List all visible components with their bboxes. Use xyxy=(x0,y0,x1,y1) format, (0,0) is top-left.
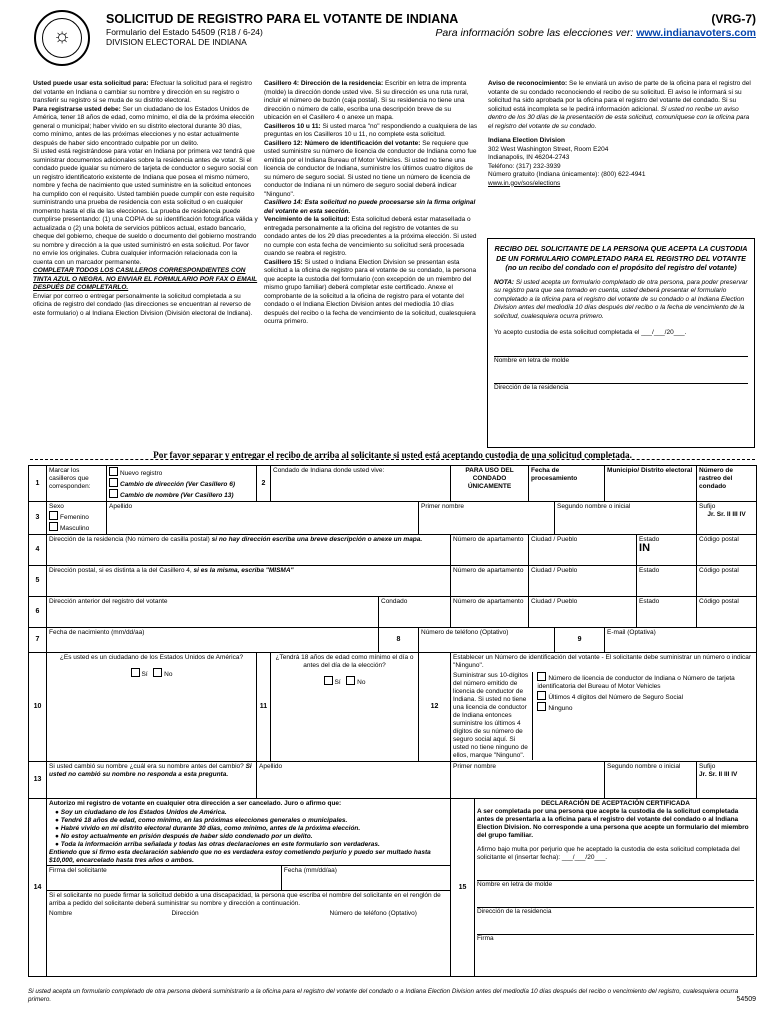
acceptor-address-line[interactable] xyxy=(477,895,754,908)
form-title: SOLICITUD DE REGISTRO PARA EL VOTANTE DE INDIANA xyxy=(106,12,459,26)
zip-field[interactable]: Código postal xyxy=(697,535,757,566)
registration-type-options xyxy=(107,466,257,502)
male-label: Masculino xyxy=(60,525,90,532)
c1-p1: Efectuar la solicitud para el registro del votante en Indiana o cambiar su nombre y dirección en su registro o transferir su registro si se muda de su distrito electoral. xyxy=(33,80,252,104)
email-field[interactable]: E-mail (Optativa) xyxy=(605,628,757,653)
mailing-zip-field[interactable]: Código postal xyxy=(697,566,757,597)
previous-name-question xyxy=(47,762,257,799)
tracking-number-field: Número de rastreo del condado xyxy=(697,466,757,502)
box-12-number: 12 xyxy=(419,653,451,762)
residence-label: Dirección de la residencia (No número de casilla postal) xyxy=(49,536,210,543)
form-line: Formulario del Estado 54509 (R18 / 6-24) xyxy=(106,27,263,37)
perjury-warning: Entiendo que si firmo esta declaración sabiendo que no es verdadera estoy cometiendo perjurio y puedo ser multado hasta $10,000, encarcelado hasta tres años o ambos. xyxy=(49,849,431,864)
name-change-checkbox[interactable] xyxy=(109,489,118,498)
oath-bullet-1: ● Soy un ciudadano de los Estados Unidos de América. xyxy=(55,809,227,816)
box-1-number: 1 xyxy=(29,466,47,502)
prev-suffix-field[interactable] xyxy=(697,762,757,799)
form-number: 54509 xyxy=(736,996,756,1003)
oath-bullet-5: ● Toda la información arriba señalada y todas las otras declaraciones en este formulario son verdaderas. xyxy=(55,841,380,848)
residence-note: si no hay dirección escriba una breve descripción o anexe un mapa. xyxy=(211,536,423,543)
instructions-column-1 xyxy=(33,80,258,318)
prev-name-note: Si usted no cambió su nombre no responda a esta pregunta. xyxy=(49,763,252,778)
receipt-note: Si usted acepta un formulario completado de otra persona, para poder preservar su registro para que sea tomado en cuenta, usted deberá presentar el formulario completado a la oficina para el registro del votante de su condado o al Indiana Election Division antes del mediodía 10 días después del recibo o la fecha de vencimiento de la solicitud, cualesquiera ocurra primero. xyxy=(494,278,748,320)
ied-line-3: Teléfono: (317) 232-3939 xyxy=(488,162,561,170)
sex-label: Sexo xyxy=(49,503,64,510)
prev-name-q: Si usted cambió su nombre ¿cuál era su nombre antes del cambio? xyxy=(49,763,244,770)
city-field[interactable]: Ciudad / Pueblo xyxy=(529,535,637,566)
citizen-question-text: ¿Es usted es un ciudadano de los Estados Unidos de América? xyxy=(59,654,244,661)
prev-last-name-field[interactable]: Apellido xyxy=(257,762,451,799)
oath-bullet-3: ● Habré vivido en mi distrito electoral durante 30 días, como mínimo, antes de la próxima elección. xyxy=(55,825,361,832)
c3-p1: Se le enviará un aviso de parte de la oficina para el registro del votante de su condado reconociendo el recibo de su solicitud. El aviso le informará si su solicitud ha sido aprobada por la oficina para el registro del votante del condado. Si su solicitud está incompleta se le pedirá información adicional. xyxy=(488,80,751,113)
box-7-number: 7 xyxy=(29,628,47,653)
female-label: Femenino xyxy=(60,514,89,521)
receipt-box xyxy=(487,238,755,448)
opt-address: Cambio de dirección (Ver Casillero 6) xyxy=(120,481,235,488)
ied-link[interactable]: www.in.gov/sos/elections xyxy=(488,179,561,187)
female-checkbox[interactable] xyxy=(49,511,58,520)
oath-auth: Autorizo mi registro de votante en cualquier otra dirección a ser cancelado. Juro o afirmo que: xyxy=(49,800,342,807)
c2-p4: Casillero 14: Esta solicitud no puede procesarse sin la firma original del votante en esta sección. xyxy=(264,199,476,215)
receipt-note-label: NOTA: xyxy=(494,278,515,286)
oath-section xyxy=(47,799,451,977)
box-14-number: 14 xyxy=(29,799,47,977)
none-checkbox[interactable] xyxy=(537,702,546,711)
citizen-yes: Sí xyxy=(141,671,148,678)
c1-p1-heading: Usted puede usar esta solicitud para: xyxy=(33,80,149,87)
assistant-address-field[interactable]: Dirección xyxy=(171,910,199,917)
c1-p3: Si usted está registrándose para votar en Indiana por primera vez tendrá que suministrar documentos adicionales sobre la residencia antes de votar. Si el condado puede igualar su número de tarjeta de conductor o seguro social con un registro identificatorio existente de Indiana que posea el mismo número, nombre y fecha de nacimiento que usted suministre en la solicitud entonces ha cumplido con el requisito. Usted también puede cumplir con este requisito suministrando una prueba de residencia con esta solicitud o en cualquier momento hasta el día de las elecciones. La prueba de residencia puede cumplirse presentando: (1) una COPIA de su identificación fotográfica válida y actualizada o (2) una boleta de servicios públicos actual, estado bancario, cheque del gobierno, cheque de sueldo o documento del gobierno mostrando su nombre y dirección a la que usted suministró en esta solicitud. Por favor no envíe los originales. Cubra cualquier información relacionada con la cuenta con un marcador permanente. xyxy=(33,148,258,266)
prev-suffix-options: Jr. Sr. II III IV xyxy=(699,771,738,778)
cut-line xyxy=(30,459,755,460)
c2-p5-heading: Vencimiento de la solicitud: xyxy=(264,216,350,223)
previous-address-field[interactable]: Dirección anterior del registro del votante xyxy=(47,597,379,628)
mailing-city-field[interactable]: Ciudad / Pueblo xyxy=(529,566,637,597)
info-link[interactable]: www.indianavoters.com xyxy=(636,27,756,39)
prev-middle-name-field[interactable]: Segundo nombre o inicial xyxy=(605,762,697,799)
signature-date-field[interactable]: Fecha (mm/dd/aa) xyxy=(283,867,337,874)
age-no: No xyxy=(357,679,366,686)
mailing-note: si es la misma, escriba "MISMA" xyxy=(193,567,294,574)
ied-line-1: 302 West Washington Street, Room E204 xyxy=(488,145,609,153)
opt-new: Nuevo registro xyxy=(120,470,163,477)
address-change-checkbox[interactable] xyxy=(109,478,118,487)
c2-p2: Si usted marca "no" respondiendo a cualquiera de las preguntas en los Casilleros 10 u 11, no complete esta solicitud. xyxy=(264,122,478,138)
c2-p2-heading: Casilleros 10 u 11: xyxy=(264,122,321,130)
acceptor-signature-line[interactable] xyxy=(477,922,754,935)
citizen-no: No xyxy=(164,671,173,678)
acceptance-title: DECLARACIÓN DE ACEPTACIÓN CERTIFICADA xyxy=(541,800,690,807)
previous-city-field[interactable]: Ciudad / Pueblo xyxy=(529,597,637,628)
state-label: Estado xyxy=(639,536,660,543)
county-field[interactable]: Condado de Indiana donde usted vive: xyxy=(271,466,451,502)
box-2-number: 2 xyxy=(257,466,271,502)
box-11-number: 11 xyxy=(257,653,271,762)
previous-zip-field[interactable]: Código postal xyxy=(697,597,757,628)
form-code: (VRG-7) xyxy=(711,12,756,26)
receipt-address-label: Dirección de la residencia xyxy=(494,384,569,391)
prev-suffix-label: Sufijo xyxy=(699,763,716,770)
new-registration-checkbox[interactable] xyxy=(109,467,118,476)
receipt-accept-line[interactable]: Yo acepto custodia de esta solicitud completada el ___/___/20___. xyxy=(494,329,687,336)
mailing-address-field[interactable] xyxy=(47,566,451,597)
prev-first-name-field[interactable]: Primer nombre xyxy=(451,762,605,799)
c2-p3-heading: Casillero 12: Número de identificación del votante: xyxy=(264,139,421,147)
receipt-subtitle: (no un recibo del condado con el propósito del registro del votante) xyxy=(505,263,737,272)
c3-p1-italic: Si usted no recibe un aviso dentro de los 30 días de la presentación de esta solicitud, comuníquese con la oficina para el registro del votante de su condado. xyxy=(488,105,750,130)
receipt-address-line[interactable] xyxy=(494,371,748,384)
birthdate-field[interactable]: Fecha de nacimiento (mm/dd/aa) xyxy=(47,628,379,653)
box-9-number: 9 xyxy=(555,628,605,653)
c3-p1-heading: Aviso de reconocimiento: xyxy=(488,80,568,87)
residence-address-field[interactable] xyxy=(47,535,451,566)
c2-p3: Se requiere que usted suministre su número de licencia de conductor de Indiana como fue emitida por el Indiana Bureau of Motor Vehicles. Si usted no tiene una licencia de conductor de Indiana, suministre los últimos cuatro dígitos de su número de seguro social. Si usted no tiene un número de licencia de conductor de Indiana ni un número de seguro social deberá indicar "Ninguno". xyxy=(264,139,477,198)
mailing-label: Dirección postal, si es distinta a la del Casillero 4, xyxy=(49,567,192,574)
license-checkbox[interactable] xyxy=(537,672,546,681)
phone-field[interactable]: Número de teléfono (Optativo) xyxy=(419,628,555,653)
processing-date-field: Fecha de procesamiento xyxy=(529,466,605,502)
citizen-no-checkbox[interactable] xyxy=(153,668,162,677)
division-name: DIVISION ELECTORAL DE INDIANA xyxy=(106,37,247,47)
state-value: IN xyxy=(639,542,651,554)
box-4-number: 4 xyxy=(29,535,47,566)
suffix-label: Sufijo xyxy=(699,503,716,510)
receipt-name-line[interactable] xyxy=(494,344,748,357)
acceptor-name-line[interactable] xyxy=(477,868,754,881)
suffix-options: Jr. Sr. II III IV xyxy=(707,511,746,518)
age-no-checkbox[interactable] xyxy=(346,676,355,685)
footer-note: Si usted acepta un formulario completado de otra persona deberá suministrarlo a la oficina para el registro del votante del condado o a Indiana Election Division antes del mediodía 10 días después del recibo o vencimiento del registro, cualesquiera ocurra primero. xyxy=(28,988,739,1003)
acceptor-name-label: Nombre en letra de molde xyxy=(477,881,553,888)
oath-bullet-4: ● No estoy actualmente en prisión después de haber sido condenado por un delito. xyxy=(55,833,313,840)
registration-form xyxy=(28,465,756,977)
sex-field xyxy=(47,502,107,535)
first-name-field[interactable]: Primer nombre xyxy=(419,502,555,535)
assistant-name-field[interactable]: Nombre xyxy=(49,910,73,917)
c2-p1: Escribir en letra de imprenta (molde) la dirección donde usted vive. Si su dirección es una ruta rural, incluir el número de buzón (caja postal). Si su residencia no tiene una dirección o número de calle, escriba una descripción breve de su ubicación en el Casillero 4 o anexe un mapa. xyxy=(264,80,469,121)
age-yes-checkbox[interactable] xyxy=(324,676,333,685)
acceptance-affirm[interactable]: Afirmo bajo multa por perjurio que he aceptado la custodia de esta solicitud completada del solicitante el (insertar fecha): ___/___/20___. xyxy=(477,846,740,861)
c1-p4: COMPLETAR TODOS LOS CASILLEROS CORRESPONDIENTES CON TINTA AZUL O NEGRA. NO ENVIAR EL FORMULARIO POR FAX O EMAIL DESPUÉS DE COMPLETARLO. xyxy=(33,267,258,291)
assistant-phone-field[interactable]: Número de teléfono (Optativo) xyxy=(329,910,417,917)
previous-apt-field[interactable]: Número de apartamento xyxy=(451,597,529,628)
opt-name: Cambio de nombre (Ver Casillero 13) xyxy=(120,492,234,499)
box-10-number: 10 xyxy=(29,653,47,762)
acceptance-text: A ser completada por una persona que acepte la custodia de la solicitud completada antes de presentarla a la oficina para el registro del votante del condado o al Indiana Election Division. No corresponde a una persona que acepte un formulario del miembro del grupo familiar. xyxy=(477,808,749,839)
instructions-column-3 xyxy=(488,80,753,188)
age-question xyxy=(271,653,419,762)
box-5-number: 5 xyxy=(29,566,47,597)
receipt-title: RECIBO DEL SOLICITANTE DE LA PERSONA QUE ACEPTA LA CUSTODIA DE UN FORMULARIO COMPLETADO PARA EL REGISTRO DEL VOTANTE xyxy=(494,244,748,263)
previous-state-field[interactable]: Estado xyxy=(637,597,697,628)
info-prefix: Para información sobre las elecciones ver: xyxy=(435,27,634,39)
receipt-name-label: Nombre en letra de molde xyxy=(494,356,570,364)
state-field[interactable] xyxy=(637,535,697,566)
c2-p1-heading: Casillero 4: Dirección de la residencia: xyxy=(264,80,384,87)
mark-label: Marcar los casilleros que corresponden: xyxy=(47,466,107,502)
c1-p2-heading: Para registrarse usted debe: xyxy=(33,105,121,113)
box-13-number: 13 xyxy=(29,762,47,799)
voter-id-field xyxy=(451,653,757,762)
ied-title: Indiana Election Division xyxy=(488,137,565,144)
box-6-number: 6 xyxy=(29,597,47,628)
c1-p5: Enviar por correo o entregar personalmente la solicitud completada a su oficina de registro del condado (las direcciones se encuentran al reverso de este formulario) o al Indiana Election Division (División electoral de Indiana). xyxy=(33,292,253,317)
separator-text: Por favor separar y entregar el recibo de arriba al solicitante si usted está aceptando custodia de una solicitud completada. xyxy=(153,450,632,460)
box-8-number: 8 xyxy=(379,628,419,653)
disability-note: Si el solicitante no puede firmar la solicitud debido a una discapacidad, la persona que escriba el nombre del solicitante en el renglón de arriba a pedido del solicitante deberá suministrar su nombre y dirección a continuación. xyxy=(47,890,450,909)
c2-p6: Si usted o Indiana Election Division se presentan esta solicitud a la oficina de registro para el votante de su condado, la persona que acepte la custodia del formulario (con excepción de un miembro del mismo grupo familiar) deberá completar este certificado. Anexe el comprobante de la solicitud a la oficina de registro para el votante del condado o el Indiana Election Division antes del mediodía 10 días después del recibo o la fecha de vencimiento de la solicitud, cualesquiera ocurra primero. xyxy=(264,258,477,325)
acceptor-signature-label: Firma xyxy=(477,935,494,942)
info-line xyxy=(435,27,756,39)
box-15-number: 15 xyxy=(451,799,475,977)
age-yes: Sí xyxy=(334,679,341,686)
mailing-state-field[interactable]: Estado xyxy=(637,566,697,597)
c2-p6-heading: Casillero 15: xyxy=(264,258,303,266)
male-checkbox[interactable] xyxy=(49,522,58,531)
oath-bullet-2: ● Tendré 18 años de edad, como mínimo, en las próximas elecciones generales o municipales. xyxy=(55,817,348,824)
c2-p5: Esta solicitud deberá estar mataselIada o entregada personalmente a la oficina del registro de votantes de su condado antes de los 29 días precedentes a la próxima elección. Si usted no cumple con esta fecha de vencimiento su solicitud será procesada cuando se reabra el registro. xyxy=(264,216,477,257)
county-use-label: PARA USO DEL CONDADO ÚNICAMENTE xyxy=(451,466,529,502)
citizen-question xyxy=(47,653,257,762)
signature-field[interactable]: Firma del solicitante xyxy=(47,866,282,890)
suffix-field[interactable] xyxy=(697,502,757,535)
box-3-number: 3 xyxy=(29,502,47,535)
mailing-apt-field[interactable]: Número de apartamento xyxy=(451,566,529,597)
license-label: Número de licencia de conductor de Indiana o Número de tarjeta identificatoria del Bureau of Motor Vehicles xyxy=(537,675,735,690)
precinct-field: Municipio/ Distrito electoral xyxy=(605,466,697,502)
certified-acceptance xyxy=(475,799,757,977)
ied-line-2: Indianapolis, IN 46204-2743 xyxy=(488,154,570,161)
voter-id-header: Establecer un Número de identificación del votante - El solicitante debe suministrar un número o indicar "Ninguno". xyxy=(453,654,752,669)
previous-county-field[interactable]: Condado xyxy=(379,597,451,628)
middle-name-field[interactable]: Segundo nombre o inicial xyxy=(555,502,697,535)
instructions-column-2 xyxy=(264,80,478,327)
age-question-text: ¿Tendrá 18 años de edad como mínimo el día o antes del día de la elección? xyxy=(275,654,414,669)
voter-id-text: Suministrar sus 10-dígitos del número emitido de licencia de conductor de Indiana. Si usted no tiene una licencia de conductor de Indiana entonces suministre los últimos 4 dígitos de su número de seguro social aquí. Si usted no tiene ninguno de ellos, marque "Ninguno". xyxy=(453,672,533,760)
acceptor-address-label: Dirección de la residencia xyxy=(477,908,552,915)
last-name-field[interactable]: Apellido xyxy=(107,502,419,535)
c1-p2: Ser un ciudadano de los Estados Unidos de América, tener 18 años de edad, como mínimo, el día de la próxima elección general o municipal; haber vivido en su distrito electoral durante 30 días, como mínimo, antes de las próximas elecciones y no estar actualmente después de haber sido encontrado culpable por un delito. xyxy=(33,105,255,147)
ied-line-4: Número gratuito (Indiana únicamente): (800) 622-4941 xyxy=(488,171,646,178)
state-seal-icon: ☼ xyxy=(34,10,90,66)
none-label: Ninguno xyxy=(548,705,573,712)
apt-field[interactable]: Número de apartamento xyxy=(451,535,529,566)
citizen-yes-checkbox[interactable] xyxy=(131,668,140,677)
ssn-label: Últimos 4 dígitos del Número de Seguro Social xyxy=(548,694,684,701)
ssn-checkbox[interactable] xyxy=(537,691,546,700)
